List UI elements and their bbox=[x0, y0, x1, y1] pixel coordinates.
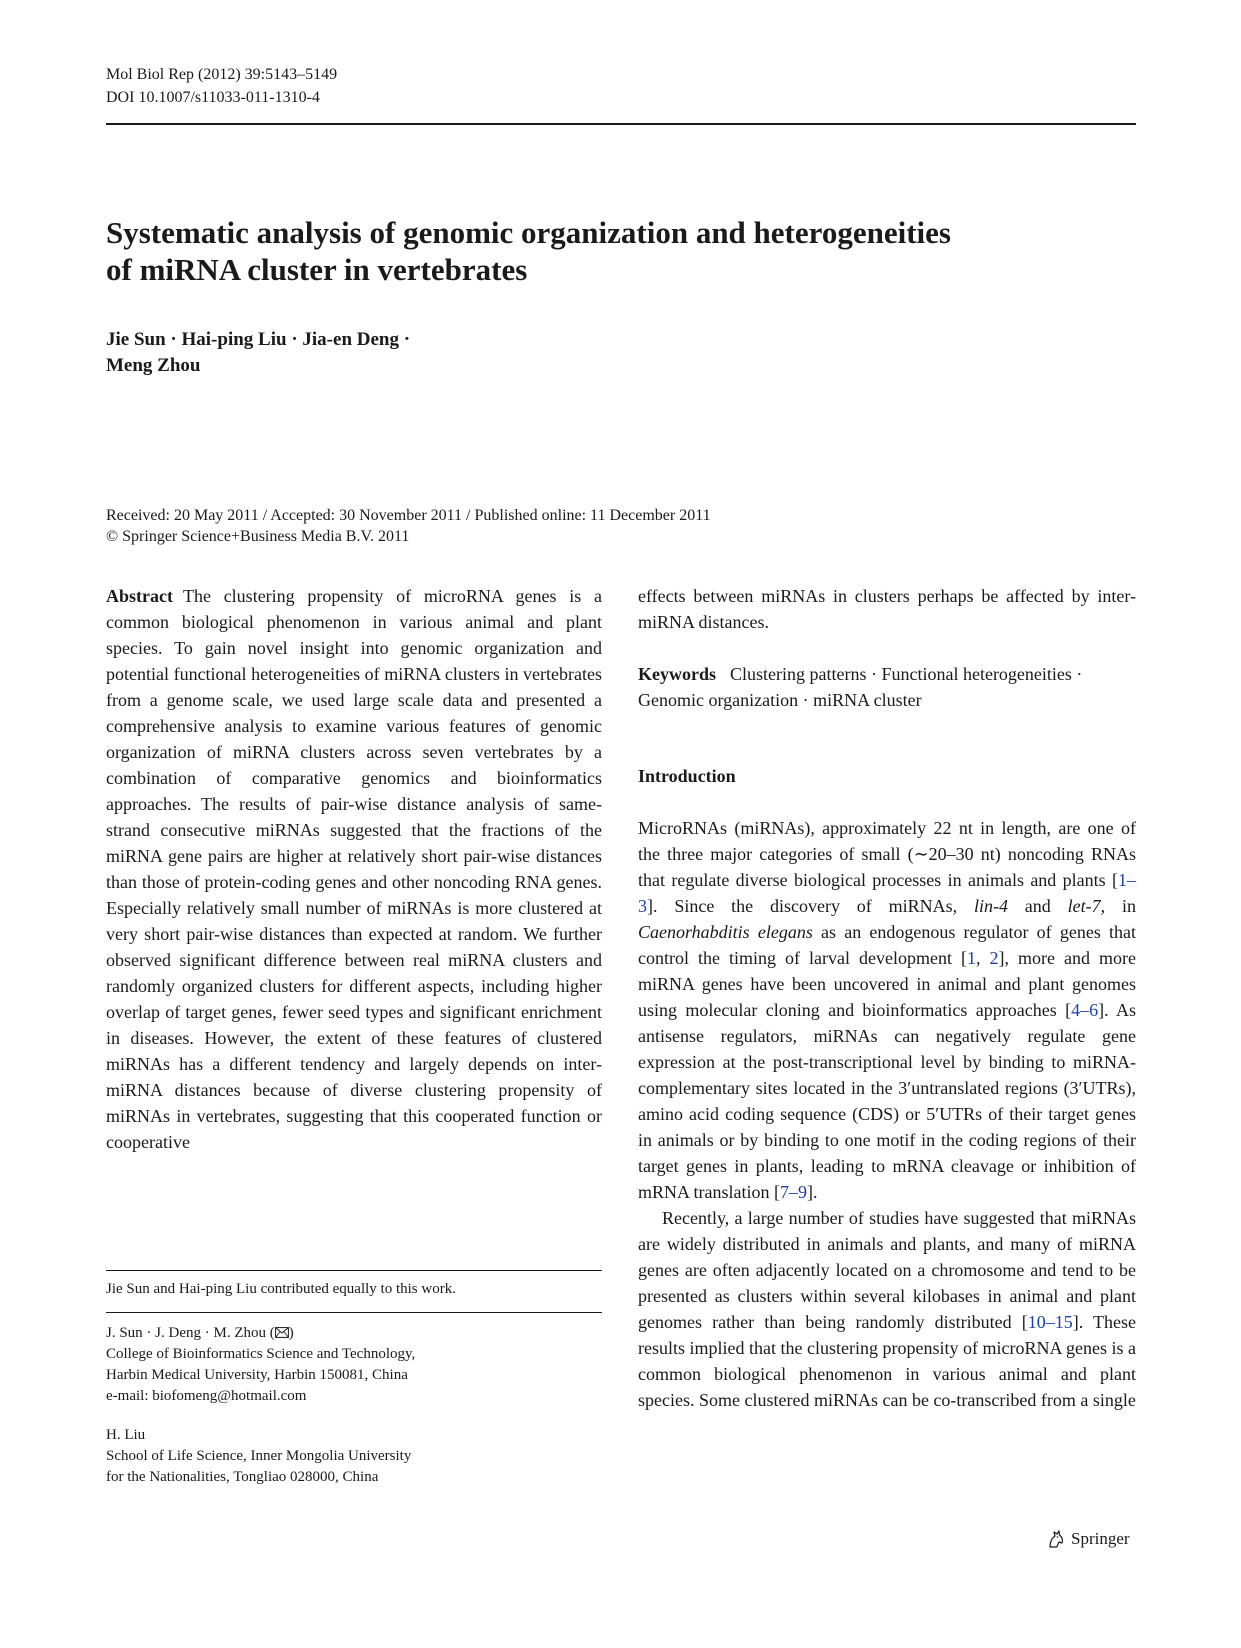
citation-link[interactable]: 7–9 bbox=[780, 1182, 807, 1202]
text-run: , in bbox=[1100, 896, 1136, 916]
citation-link[interactable]: 1–3 bbox=[638, 870, 1136, 916]
gene-name: let-7 bbox=[1067, 896, 1101, 916]
text-run: MicroRNAs (miRNAs), approximately 22 nt in length, are one of the three major categories of small (∼20–30 nt) noncoding RNAs that regulate diverse biological processes in animals and plants [ bbox=[638, 818, 1136, 890]
abstract-text: The clustering propensity of microRNA genes is a common biological phenomenon in various animal and plant species. To gain novel insight into genomic organization and potential functional heterogeneities of miRNA clusters in vertebrates from a genome scale, we used large scale data and presented a comprehensive analysis to examine various features of genomic organization of miRNA clusters across seven vertebrates by a combination of comparative genomics and bioinformatics approaches. The results of pair-wise distance analysis of same-strand consecutive miRNAs suggested that the fractions of the miRNA gene pairs are higher at relatively short pair-wise distances than those of protein-coding genes and other noncoding RNA genes. Especially relatively small number of miRNAs is more clustered at very short pair-wise distances than expected at random. We further observed significant difference between real miRNA clusters and randomly organized clusters for different aspects, including higher overlap of target genes, fewer seed types and significant enrichment in diseases. However, the extent of these features of clustered miRNAs has a different tendency and largely depends on inter-miRNA distances because of diverse clustering propensity of miRNAs in vertebrates, suggesting that this cooperated function or cooperative bbox=[106, 586, 602, 1152]
affiliation-authors bbox=[106, 1323, 415, 1344]
text-run: Recently, a large number of studies have suggested that miRNAs are widely distributed in animals and plants, and many of miRNA genes are often adjacently located on a chromosome and tend to be presented as clusters within several kilobases in animal and plant genomes rather than being randomly distributed [ bbox=[638, 1208, 1136, 1332]
copyright-notice: © Springer Science+Business Media B.V. 2011 bbox=[106, 528, 410, 545]
keywords bbox=[638, 661, 1136, 713]
doi: DOI 10.1007/s11033-011-1310-4 bbox=[106, 89, 320, 106]
springer-horse-icon bbox=[1046, 1529, 1066, 1549]
affiliation-email[interactable]: e-mail: biofomeng@hotmail.com bbox=[106, 1388, 307, 1404]
affiliation-line-1: School of Life Science, Inner Mongolia University bbox=[106, 1448, 412, 1464]
affiliation-name: H. Liu bbox=[106, 1427, 146, 1443]
authors-line-2: Meng Zhou bbox=[106, 355, 201, 376]
citation-link[interactable]: 1 bbox=[967, 948, 976, 968]
publisher-name: Springer bbox=[1071, 1529, 1130, 1548]
text-run: ], more and more miRNA genes have been uncovered in animal and plant genomes using molecular cloning and bioinformatics approaches [ bbox=[638, 948, 1137, 1020]
title-line-2: of miRNA cluster in vertebrates bbox=[106, 252, 528, 287]
paper-title bbox=[106, 214, 1136, 288]
text-run: , bbox=[976, 948, 990, 968]
species-name: Caenorhabditis elegans bbox=[638, 922, 813, 942]
text-run: ]. Since the discovery of miRNAs, bbox=[647, 896, 974, 916]
publication-dates: Received: 20 May 2011 / Accepted: 30 November 2011 / Published online: 11 December 2011 bbox=[106, 507, 711, 524]
citation-link[interactable]: 10–15 bbox=[1027, 1312, 1073, 1332]
citation-link[interactable]: 4–6 bbox=[1071, 1000, 1099, 1020]
publisher-logo bbox=[1046, 1529, 1130, 1549]
header-rule bbox=[106, 123, 1136, 125]
affiliation-dept: College of Bioinformatics Science and Technology, bbox=[106, 1346, 416, 1362]
keywords-text: Clustering patterns · Functional heterogeneities · Genomic organization · miRNA cluster bbox=[638, 664, 1083, 710]
journal-citation: Mol Biol Rep (2012) 39:5143–5149 bbox=[106, 66, 338, 83]
abstract-label: Abstract bbox=[106, 586, 173, 606]
text-run: ]. bbox=[807, 1182, 818, 1202]
affiliation-2 bbox=[106, 1425, 411, 1488]
affiliation-1 bbox=[106, 1323, 415, 1407]
intro-paragraph-2 bbox=[638, 1205, 1136, 1413]
affiliation-line-2: for the Nationalities, Tongliao 028000, China bbox=[106, 1469, 379, 1485]
citation-link[interactable]: 2 bbox=[989, 948, 999, 968]
abstract-continuation: effects between miRNAs in clusters perhaps be affected by inter-miRNA distances. bbox=[638, 586, 1136, 632]
left-column bbox=[106, 583, 602, 1155]
author-list bbox=[106, 327, 506, 379]
affiliation-close: ) bbox=[288, 1325, 294, 1341]
abstract bbox=[106, 583, 602, 1155]
footnote-rule bbox=[106, 1270, 602, 1271]
gene-name: lin-4 bbox=[973, 896, 1008, 916]
text-run: and bbox=[1007, 896, 1068, 916]
text-run: as an endogenous regulator of genes that control the timing of larval development [ bbox=[638, 922, 1137, 968]
text-run: ]. These results implied that the clustering propensity of microRNA genes is a common biological phenomenon in various animal and plant species. Some clustered miRNAs can be co-transcribed from a single bbox=[638, 1312, 1137, 1410]
text-run: ]. As antisense regulators, miRNAs can negatively regulate gene expression at the post-transcriptional level by binding to miRNA-complementary sites located in the 3′untranslated regions (3′UTRs), amino acid coding sequence (CDS) or 5′UTRs of their target genes in animals or by binding to one motif in the coding regions of their target genes in plants, leading to mRNA cleavage or inhibition of mRNA translation [ bbox=[638, 1000, 1136, 1202]
right-column bbox=[638, 583, 1136, 1413]
authors-line-1: Jie Sun · Hai-ping Liu · Jia-en Deng · bbox=[106, 329, 411, 350]
envelope-icon[interactable] bbox=[275, 1327, 289, 1338]
contribution-note: Jie Sun and Hai-ping Liu contributed equally to this work. bbox=[106, 1281, 456, 1297]
affiliation-names: J. Sun · J. Deng · M. Zhou ( bbox=[106, 1325, 275, 1341]
affiliation-univ: Harbin Medical University, Harbin 150081, China bbox=[106, 1367, 408, 1383]
introduction-heading: Introduction bbox=[638, 766, 736, 786]
keywords-label: Keywords bbox=[638, 664, 716, 684]
intro-paragraph-1 bbox=[638, 815, 1136, 1205]
footnote-rule bbox=[106, 1312, 602, 1313]
title-line-1: Systematic analysis of genomic organization and heterogeneities bbox=[106, 215, 951, 250]
